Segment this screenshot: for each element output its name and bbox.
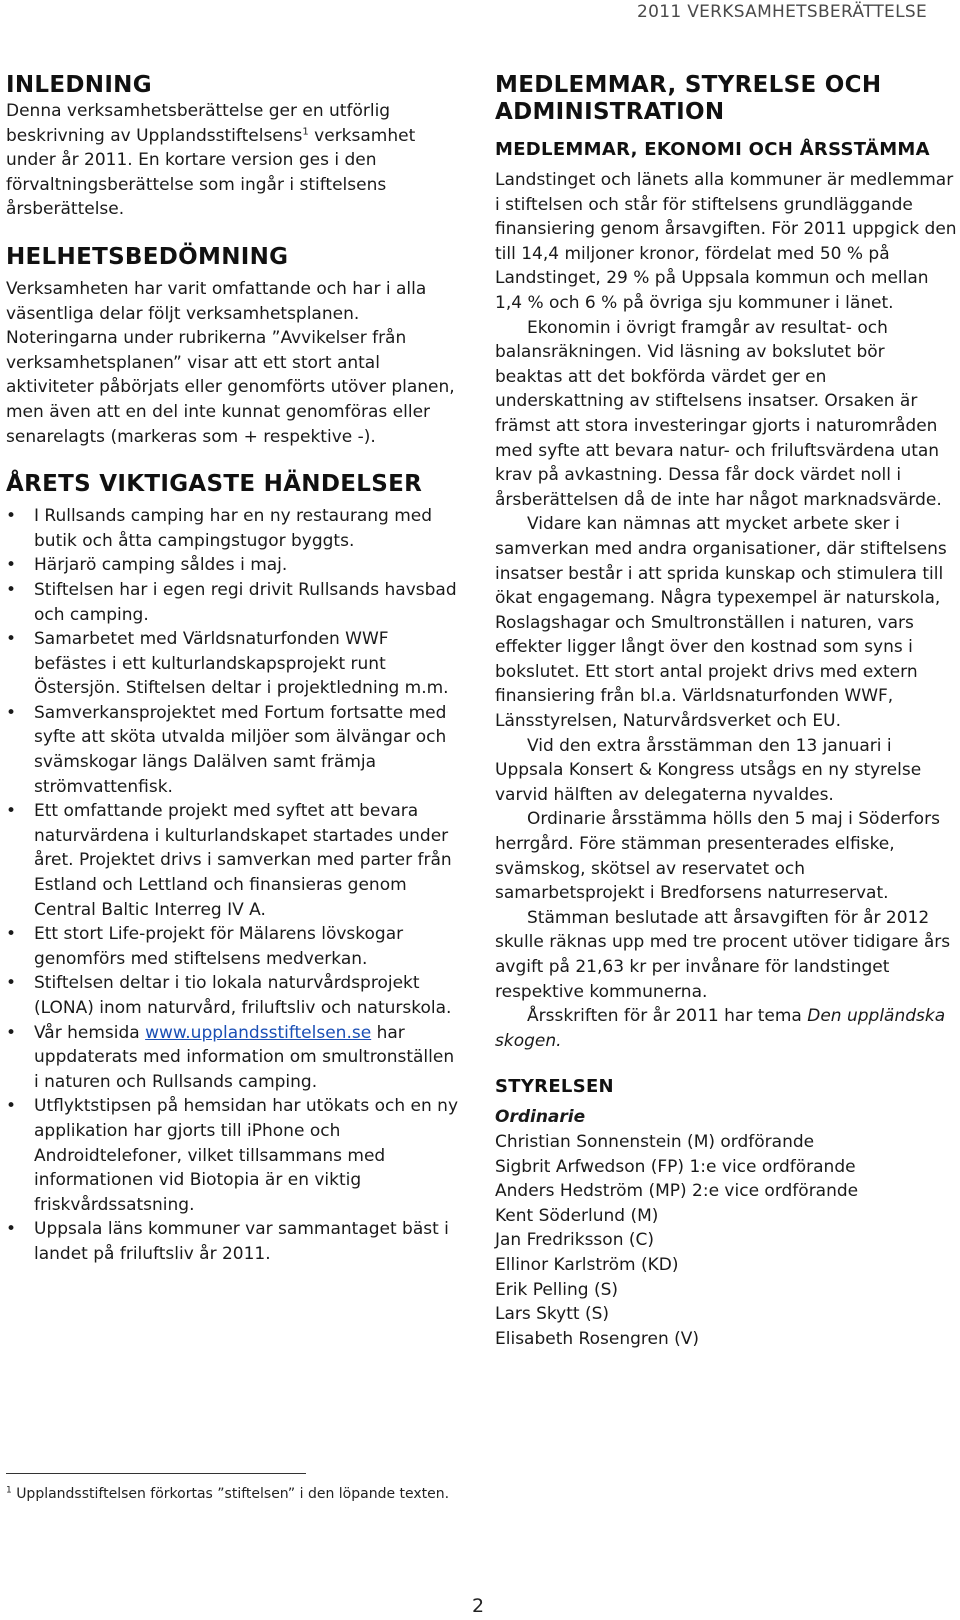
list-item: • Ett stort Life-projekt för Mälarens lövskogar genomförs med stiftelsens medverkan.: [6, 924, 404, 969]
members-paragraph-2: Ekonomin i övrigt framgår av resultat- och balansräkningen. Vid läsning av bokslutet bör beaktas att det bokförda värdet ger en underskattning av stiftelsens insatser. Orsaken är främst att stora investeringar gjorts i naturområden med syfte att bevara natur- och friluftsvärdena utan krav på avkastning. Dessa får dock värdet noll i årsberättelsen då de inte har något marknadsvärde.: [495, 317, 942, 510]
board-member: Anders Hedström (MP) 2:e vice ordförande: [495, 1181, 859, 1202]
members-paragraph-4: Vid den extra årsstämman den 13 januari i Uppsala Konsert & Kongress utsågs en ny styrelse varvid hälften av delegaterna nyvaldes.: [495, 735, 922, 805]
members-board-heading: MEDLEMMAR, STYRELSE OCH ADMINISTRATION: [495, 72, 882, 125]
assessment-heading: HELHETSBEDÖMNING: [6, 243, 289, 270]
bullet: •: [6, 506, 17, 527]
running-header: 2011 VERKSAMHETSBERÄTTELSE: [637, 2, 927, 22]
members-section: [495, 138, 957, 1053]
board-subheading: STYRELSEN: [495, 1076, 614, 1098]
intro-text: [6, 99, 458, 222]
list-item: • Samarbetet med Världsnaturfonden WWF befästes i ett kulturlandskapsprojekt runt Östersjön. Stiftelsen deltar i projektledning m.m.: [6, 629, 449, 699]
footnote-ref[interactable]: 1: [302, 125, 309, 137]
intro-text-start: Denna verksamhetsberättelse ger en utförlig beskrivning av Upplandsstiftelsens: [6, 101, 391, 146]
list-item: • Ett omfattande projekt med syftet att bevara naturvärdena i kulturlandskapet startades under året. Projektet drivs i samverkan med parter från Estland och Lettland och finansieras genom Central Baltic Interreg IV A.: [6, 801, 452, 920]
list-item: • Härjarö camping såldes i maj.: [6, 553, 458, 578]
list-item: • Uppsala läns kommuner var sammantaget bäst i landet på friluftsliv år 2011.: [6, 1219, 449, 1264]
board-member-list: [495, 1130, 957, 1351]
intro-section: [6, 72, 458, 222]
board-group-label: Ordinarie: [495, 1107, 586, 1128]
bullet: •: [6, 924, 17, 945]
assessment-text: Verksamheten har varit omfattande och har i alla väsentliga delar följt verksamhetsplanen. Noteringarna under rubrikerna ”Avvikelser från verksamhetsplanen” visar att ett stort antal aktiviteter påbörjats eller genomförts utöver planen, men även att en del inte kunnat genomföras eller senarelagts (markeras som + respektive -).: [6, 278, 455, 447]
right-column: [495, 72, 957, 1351]
bullet: •: [6, 1219, 17, 1240]
list-item: • Stiftelsen deltar i tio lokala naturvårdsprojekt (LONA) inom naturvård, friluftsliv och naturskola.: [6, 973, 452, 1018]
board-member: Kent Söderlund (M): [495, 1205, 659, 1226]
board-member: Sigbrit Arfwedson (FP) 1:e vice ordförande: [495, 1156, 856, 1177]
board-member: Erik Pelling (S): [495, 1279, 619, 1300]
bullet: •: [6, 1096, 17, 1117]
bullet: •: [6, 973, 17, 994]
assessment-section: [6, 244, 458, 449]
list-item: • Stiftelsen har i egen regi drivit Rullsands havsbad och camping.: [6, 579, 457, 625]
members-subheading: MEDLEMMAR, EKONOMI OCH ÅRSSTÄMMA: [495, 139, 930, 160]
intro-heading: INLEDNING: [6, 72, 152, 98]
board-member: Lars Skytt (S): [495, 1304, 610, 1325]
board-member: Elisabeth Rosengren (V): [495, 1328, 700, 1349]
members-paragraph-5: Ordinarie årsstämma hölls den 5 maj i Söderfors herrgård. Före stämman presenterades elfiske, svämskog, skötsel av reservatet och samarbetsprojekt i Bredforsens naturreservat.: [495, 809, 940, 904]
bullet: •: [6, 702, 17, 723]
bullet: •: [6, 629, 17, 650]
members-paragraph-3: Vidare kan nämnas att mycket arbete sker i samverkan med andra organisationer, där stiftelsens insatser består i att sprida kunskap och stimulera till ökat engagemang. Några typexempel är naturskola, Roslagshagar och Smultronställen i naturen, vars effekter ligger långt över den kostnad som syns i bokslutet. Ett stort antal projekt drivs med extern finansiering från bl.a. Världsnaturfonden WWF, Länsstyrelsen, Naturvårdsverket och EU.: [495, 514, 947, 732]
bullet: •: [6, 555, 17, 576]
footnote-divider: [6, 1473, 306, 1474]
footnote: [6, 1484, 452, 1504]
bullet: •: [6, 1022, 17, 1043]
list-item: • I Rullsands camping har en ny restaurang med butik och åtta campingstugor byggts.: [6, 506, 433, 551]
intro-text-end: verksamhet under år 2011. En kortare version ges i den förvaltningsberättelse som ingår i stiftelsens årsberättelse.: [6, 125, 416, 220]
members-paragraph-6: Stämman beslutade att årsavgiften för år 2012 skulle räknas upp med tre procent utöver tidigare års avgift på 21,63 kr per invånare för landstinget respektive kommunerna.: [495, 907, 951, 1002]
list-item: • Samverkansprojektet med Fortum fortsatte med syfte att sköta utvalda miljöer som älvängar och svämskogar längs Dalälven samt främja strömvattenfisk.: [6, 702, 447, 797]
board-member: Christian Sonnenstein (M) ordförande: [495, 1131, 815, 1152]
events-list: [6, 504, 458, 1266]
bullet: •: [6, 801, 17, 822]
members-paragraph-7: Årsskriften för år 2011 har tema Den uppländska skogen.: [495, 1006, 946, 1051]
list-item-website: • Vår hemsida www.upplandsstiftelsen.se har uppdaterats med information om smultronställen i naturen och Rullsands camping.: [6, 1022, 455, 1092]
list-item: • Utflyktstipsen på hemsidan har utökats och en ny applikation har gjorts till iPhone och Androidtelefoner, vilket tillsammans med informationen vid Biotopia är en viktig friskvårdssatsning.: [6, 1096, 459, 1215]
footnote-number: 1: [6, 1485, 12, 1496]
left-column: [6, 72, 458, 1267]
footnote-text: Upplandsstiftelsen förkortas ”stiftelsen” i den löpande texten.: [16, 1486, 450, 1502]
yearbook-title: Den uppländska skogen.: [495, 1006, 946, 1051]
events-section: [6, 471, 458, 1266]
board-member: Ellinor Karlström (KD): [495, 1254, 679, 1275]
members-paragraph-1: Landstinget och länets alla kommuner är medlemmar i stiftelsen och står för stiftelsens grundläggande finansiering genom årsavgiften. För 2011 uppgick den till 14,4 miljoner kronor, fördelat med 50 % på Landstinget, 29 % på Uppsala kommun och mellan 1,4 % och 6 % på övriga sju kommuner i länet.: [495, 170, 957, 313]
bullet: •: [6, 579, 17, 600]
page-number: 2: [472, 1595, 485, 1617]
website-link[interactable]: www.upplandsstiftelsen.se: [145, 1022, 372, 1043]
board-section: [495, 1075, 957, 1351]
board-member: Jan Fredriksson (C): [495, 1230, 655, 1251]
events-heading: ÅRETS VIKTIGASTE HÄNDELSER: [6, 471, 423, 498]
